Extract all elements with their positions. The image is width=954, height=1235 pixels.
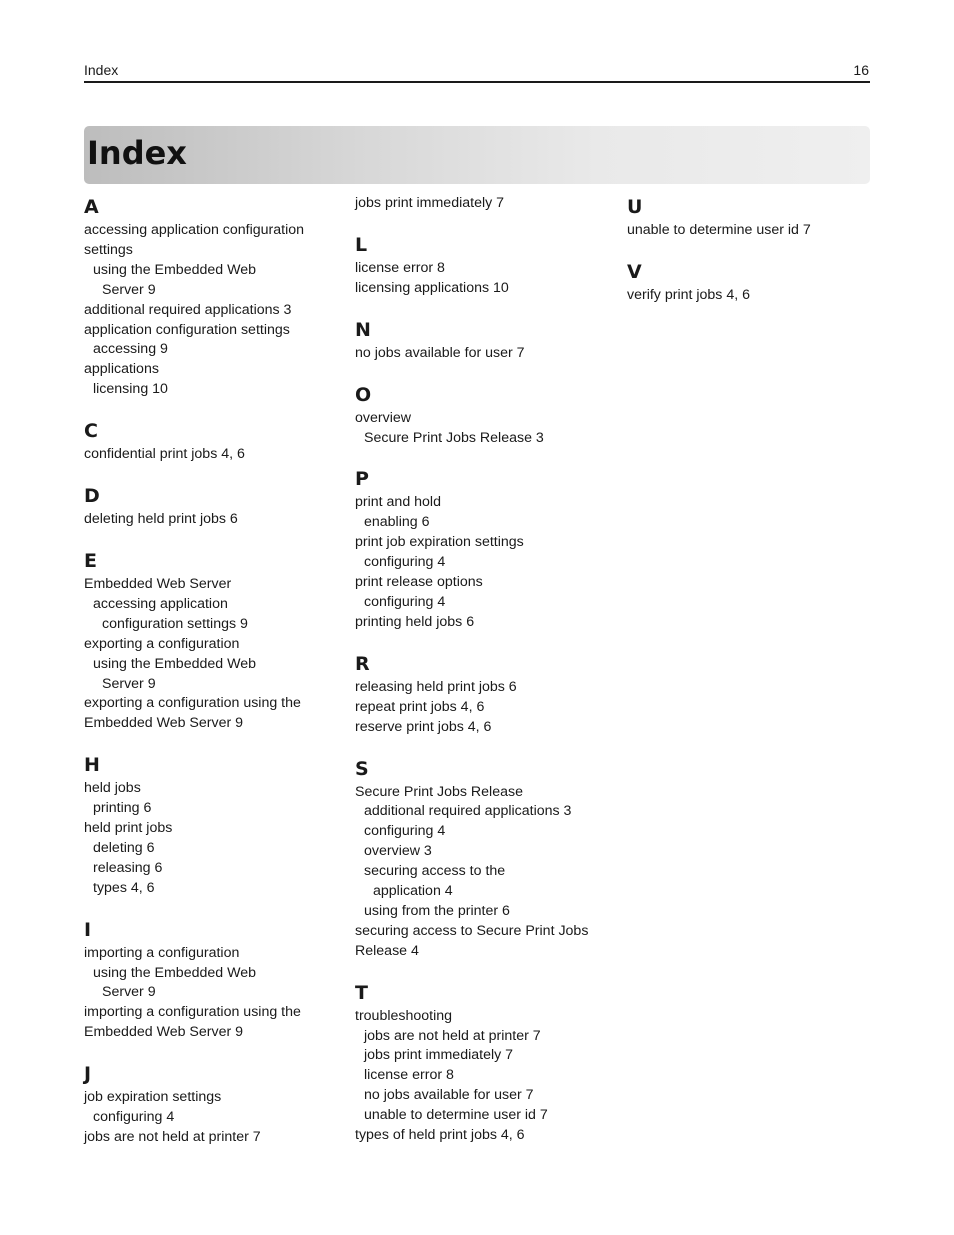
index-entry: unable to determine user id 7: [627, 222, 811, 238]
page-title: Index: [87, 134, 187, 172]
index-subentry: additional required applications 3: [364, 803, 572, 820]
section-letter: U: [627, 196, 643, 218]
index-section-t: [355, 982, 617, 1146]
index-entry: settings: [84, 241, 133, 258]
index-column-3: [627, 196, 889, 306]
index-section-s: [355, 758, 617, 962]
index-section-r: [355, 653, 617, 738]
index-column-1: [84, 196, 346, 1148]
index-entry: job expiration settings: [84, 1089, 222, 1106]
section-letter: V: [627, 260, 642, 283]
index-entry: troubleshooting: [355, 1007, 453, 1024]
index-entry: jobs are not held at printer 7: [84, 1129, 261, 1145]
index-entry: application configuration settings: [84, 321, 290, 338]
index-subentry: configuring 4: [364, 823, 446, 840]
index-subentry: Secure Print Jobs Release 3: [364, 429, 544, 446]
index-section-v: [627, 261, 889, 306]
section-letter: R: [355, 652, 370, 675]
index-subentry: using the Embedded Web: [93, 261, 257, 278]
index-subentry: license error 8: [364, 1067, 454, 1084]
section-letter: C: [84, 420, 98, 443]
index-entry: license error 8: [355, 259, 445, 276]
index-subentry: releasing 6: [93, 859, 163, 876]
index-subentry: jobs print immediately 7: [364, 1047, 514, 1064]
section-letter: N: [355, 318, 371, 341]
index-section-u: [627, 196, 889, 241]
index-section-p: [355, 468, 617, 632]
index-subentry: securing access to the: [364, 863, 506, 880]
section-letter: D: [84, 485, 100, 508]
index-entry: importing a configuration using the: [84, 1004, 301, 1021]
index-subentry: Server 9: [102, 675, 156, 692]
index-entry: overview: [355, 409, 411, 426]
index-subentry: deleting 6: [93, 839, 155, 856]
index-subentry: using the Embedded Web: [93, 964, 257, 981]
index-subentry: Server 9: [102, 984, 156, 1001]
index-subentry: printing 6: [93, 800, 152, 817]
index-entry: types of held print jobs 4, 6: [355, 1127, 525, 1144]
index-column-2: [355, 194, 617, 1146]
section-letter: P: [355, 468, 369, 491]
index-entry: releasing held print jobs 6: [355, 678, 517, 695]
index-entry: verify print jobs 4, 6: [627, 286, 751, 303]
index-entry: no jobs available for user 7: [355, 344, 525, 361]
index-entry: reserve print jobs 4, 6: [355, 718, 492, 735]
index-entry: licensing applications 10: [355, 279, 509, 296]
index-section-c: [84, 420, 346, 465]
index-section-d: [84, 485, 346, 530]
index-subentry: Server 9: [102, 281, 156, 298]
index-entry: held jobs: [84, 780, 141, 797]
index-subentry: licensing 10: [93, 381, 168, 398]
index-section-continued: [355, 194, 617, 214]
index-entry: confidential print jobs 4, 6: [84, 446, 245, 463]
index-section-h: [84, 754, 346, 898]
index-subentry: application 4: [373, 883, 453, 900]
index-subentry: accessing 9: [93, 341, 168, 358]
index-entry: Embedded Web Server 9: [84, 715, 244, 732]
index-entry: jobs print immediately 7: [355, 195, 505, 211]
index-subentry: using the Embedded Web: [93, 655, 257, 672]
index-subentry: configuring 4: [93, 1109, 175, 1126]
index-entry: exporting a configuration: [84, 635, 240, 652]
index-entry: securing access to Secure Print Jobs: [355, 922, 589, 939]
index-section-l: [355, 234, 617, 299]
header-rule: [84, 81, 870, 83]
index-entry: Embedded Web Server: [84, 575, 232, 592]
index-subentry: unable to determine user id 7: [364, 1107, 548, 1124]
index-subentry: overview 3: [364, 843, 432, 860]
index-entry: additional required applications 3: [84, 301, 292, 318]
index-entry: printing held jobs 6: [355, 613, 475, 630]
page-number: 16: [853, 62, 869, 78]
section-letter: H: [84, 754, 100, 777]
index-subentry: using from the printer 6: [364, 902, 510, 919]
index-section-i: [84, 919, 346, 1044]
section-letter: O: [355, 383, 372, 406]
index-entry: Release 4: [355, 942, 419, 959]
index-subentry: enabling 6: [364, 514, 430, 531]
index-entry: repeat print jobs 4, 6: [355, 698, 485, 715]
index-entry: print release options: [355, 574, 483, 591]
index-subentry: configuring 4: [364, 554, 446, 571]
index-entry: importing a configuration: [84, 944, 240, 961]
section-letter: J: [84, 1063, 92, 1086]
index-section-j: [84, 1063, 346, 1148]
index-entry: accessing application configuration: [84, 222, 305, 238]
index-entry: Secure Print Jobs Release: [355, 783, 523, 800]
index-entry: deleting held print jobs 6: [84, 511, 238, 528]
index-section-n: [355, 319, 617, 364]
index-entry: print job expiration settings: [355, 534, 524, 551]
title-band: [84, 126, 870, 184]
index-subentry: configuring 4: [364, 593, 446, 610]
section-letter: I: [84, 918, 92, 941]
section-letter: T: [355, 981, 368, 1004]
index-entry: Embedded Web Server 9: [84, 1024, 244, 1041]
section-letter: A: [84, 196, 99, 218]
index-entry: held print jobs: [84, 820, 173, 837]
index-subentry: jobs are not held at printer 7: [364, 1027, 541, 1044]
section-letter: E: [84, 549, 97, 572]
index-section-e: [84, 550, 346, 734]
index-subentry: accessing application: [93, 595, 228, 612]
index-entry: exporting a configuration using the: [84, 695, 301, 712]
index-section-a: [84, 196, 346, 400]
index-subentry: configuration settings 9: [102, 615, 248, 632]
index-entry: applications: [84, 361, 159, 378]
section-letter: L: [355, 233, 368, 256]
index-subentry: types 4, 6: [93, 879, 155, 896]
section-letter: S: [355, 757, 369, 780]
running-header-title: Index: [84, 62, 119, 78]
index-entry: print and hold: [355, 494, 441, 511]
index-subentry: no jobs available for user 7: [364, 1087, 534, 1104]
index-section-o: [355, 384, 617, 449]
